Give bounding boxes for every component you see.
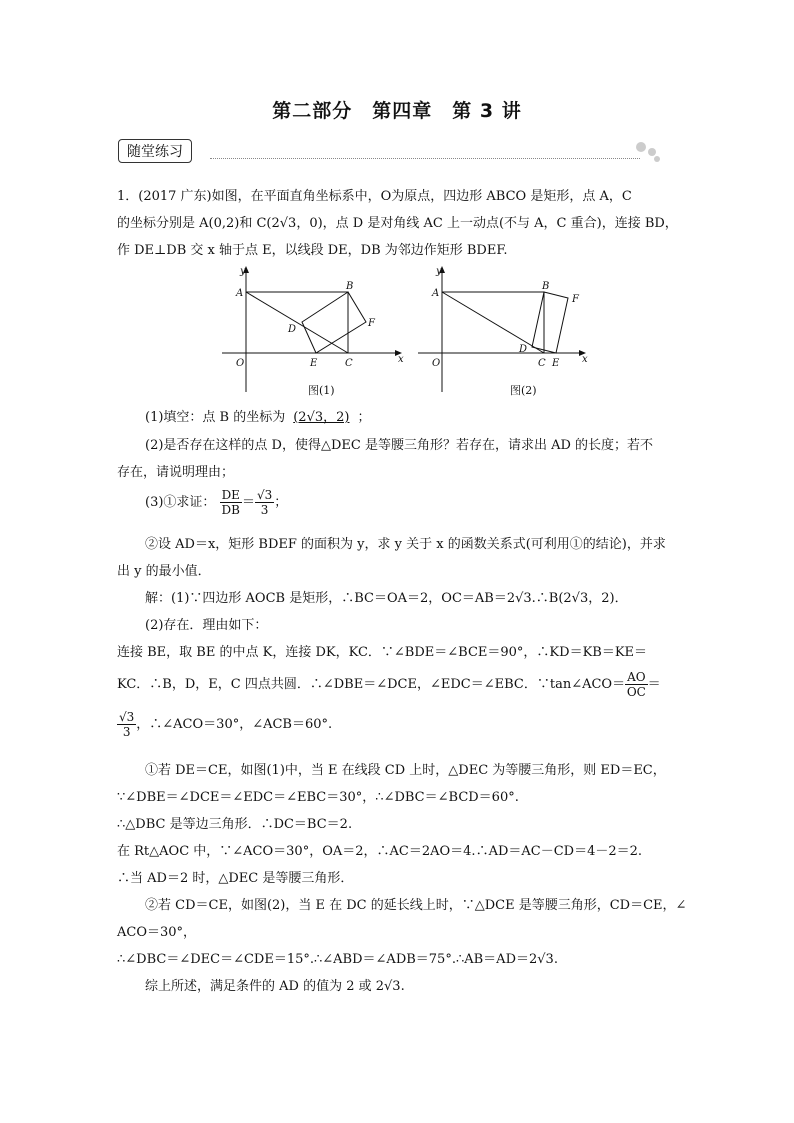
question-3b-line-2: 出 y 的最小值． bbox=[117, 564, 211, 579]
fig2-label-c: C bbox=[538, 358, 546, 369]
fig1-label-c: C bbox=[345, 358, 353, 369]
solution-2: (2)存在．理由如下： bbox=[145, 618, 268, 633]
q3-frac-num: DE bbox=[221, 488, 240, 502]
decor-dot-icon bbox=[648, 148, 656, 156]
section-header bbox=[118, 138, 664, 166]
solution-11: ②若 CD＝CE，如图(2)，当 E 在 DC 的延长线上时，∵△DCE 是等腰三角形，CD＝CE，∠ bbox=[145, 898, 687, 913]
solution-12: ACO＝30°， bbox=[117, 925, 197, 940]
solution-4 bbox=[117, 670, 677, 699]
question-3a bbox=[145, 488, 705, 517]
solution-5 bbox=[117, 710, 677, 739]
q1-answer: (2√3，2) bbox=[293, 410, 350, 425]
fig2-label-a: A bbox=[432, 288, 440, 299]
solution-1: 解：(1)∵四边形 AOCB 是矩形，∴BC＝OA＝2，OC＝AB＝2√3.∴B(2√3，2)． bbox=[145, 591, 628, 606]
decor-dot-icon bbox=[654, 156, 660, 162]
problem-intro-2: 的坐标分别是 A(0,2)和 C(2√3，0)，点 D 是对角线 AC 上一动点(不与 A，C 重合)，连接 BD， bbox=[117, 216, 678, 231]
problem-intro-1: 1．(2017 广东)如图，在平面直角坐标系中，O为原点，四边形 ABCO 是矩形，点 A，C bbox=[117, 189, 632, 204]
solution-4-text: KC．∴B，D，E，C 四点共圆．∴∠DBE＝∠DCE，∠EDC＝∠EBC．∵tan∠ACO＝ bbox=[117, 677, 626, 692]
decor-dot-icon bbox=[636, 142, 646, 152]
s4-frac-num: AO bbox=[627, 670, 646, 684]
solution-13: ∴∠DBC＝∠DEC＝∠CDE＝15°.∴∠ABD＝∠ADB＝75°.∴AB＝AD＝2√3. bbox=[117, 952, 558, 967]
q3-fraction-right bbox=[255, 488, 274, 517]
solution-9: 在 Rt△AOC 中，∵∠ACO＝30°，OA＝2，∴AC＝2AO＝4.∴AD＝AC－CD＝4－2＝2. bbox=[117, 844, 643, 859]
q1-suffix: ； bbox=[357, 410, 371, 425]
q3-fraction-left bbox=[220, 488, 242, 517]
q3-eq: ＝ bbox=[241, 495, 255, 510]
fig1-caption: 图(1) bbox=[308, 384, 335, 397]
question-2-line-2: 存在，请说明理由； bbox=[117, 465, 235, 480]
s4-frac-den: OC bbox=[626, 685, 646, 699]
fig2-label-y: y bbox=[436, 266, 442, 277]
fig1-label-d: D bbox=[288, 324, 297, 335]
q3-frac-den: DB bbox=[221, 503, 240, 517]
solution-3: 连接 BE，取 BE 的中点 K，连接 DK，KC．∵∠BDE＝∠BCE＝90°，∴KD＝KB＝KE＝ bbox=[117, 645, 648, 660]
fig2-label-e: E bbox=[552, 358, 560, 369]
solution-8: ∴△DBC 是等边三角形．∴DC＝BC＝2. bbox=[117, 817, 353, 832]
q1-prefix: (1)填空：点 B 的坐标为 bbox=[145, 410, 286, 425]
s4-eq: ＝ bbox=[647, 677, 661, 692]
solution-10: ∴当 AD＝2 时，△DEC 是等腰三角形． bbox=[117, 871, 354, 886]
fig1-label-a: A bbox=[236, 288, 244, 299]
figure-2 bbox=[416, 262, 606, 402]
solution-6: ①若 DE＝CE，如图(1)中，当 E 在线段 CD 上时，△DEC 为等腰三角形，则 ED＝EC， bbox=[145, 763, 666, 778]
q3-frac-den-r: 3 bbox=[260, 503, 269, 517]
fig2-graphic bbox=[418, 266, 586, 392]
fig2-label-f: F bbox=[572, 294, 579, 305]
fig2-label-o: O bbox=[432, 358, 441, 369]
question-2-line-1: (2)是否存在这样的点 D，使得△DEC 是等腰三角形？若存在，请求出 AD 的长度；若不 bbox=[145, 438, 654, 453]
page-title: 第二部分 第四章 第 3 讲 bbox=[272, 100, 522, 122]
solution-5-text: ，∴∠ACO＝30°，∠ACB＝60°. bbox=[136, 717, 333, 732]
fig1-label-e: E bbox=[310, 358, 318, 369]
solution-14: 综上所述，满足条件的 AD 的值为 2 或 2√3. bbox=[145, 979, 405, 994]
solution-7: ∵∠DBE＝∠DCE＝∠EDC＝∠EBC＝30°，∴∠DBC＝∠BCD＝60°. bbox=[117, 790, 519, 805]
problem-intro-3: 作 DE⊥DB 交 x 轴于点 E，以线段 DE，DB 为邻边作矩形 BDEF. bbox=[117, 243, 508, 258]
fig1-label-b: B bbox=[346, 281, 354, 292]
solution-5-fraction bbox=[117, 710, 136, 739]
fig1-label-f: F bbox=[368, 318, 375, 329]
q3-frac-num-r: √3 bbox=[256, 488, 273, 502]
fig2-label-x: x bbox=[582, 354, 588, 365]
section-label: 随堂练习 bbox=[118, 139, 192, 163]
fig2-label-d: D bbox=[519, 344, 528, 355]
q3-suffix: ； bbox=[274, 495, 288, 510]
solution-4-fraction bbox=[625, 670, 648, 699]
figures bbox=[220, 262, 600, 402]
fig1-graphic bbox=[222, 266, 402, 392]
q3-prefix: (3)①求证： bbox=[145, 495, 216, 510]
s5-frac-den: 3 bbox=[122, 725, 131, 739]
fig1-label-x: x bbox=[398, 354, 404, 365]
fig1-label-y: y bbox=[240, 266, 246, 277]
s5-frac-num: √3 bbox=[119, 710, 135, 724]
question-3b-line-1: ②设 AD＝x，矩形 BDEF 的面积为 y，求 y 关于 x 的函数关系式(可利用①的结论)，并求 bbox=[145, 537, 666, 552]
section-divider bbox=[210, 158, 640, 159]
fig2-label-b: B bbox=[542, 281, 550, 292]
question-1 bbox=[145, 406, 705, 425]
fig1-label-o: O bbox=[236, 358, 245, 369]
fig2-caption: 图(2) bbox=[510, 384, 537, 397]
